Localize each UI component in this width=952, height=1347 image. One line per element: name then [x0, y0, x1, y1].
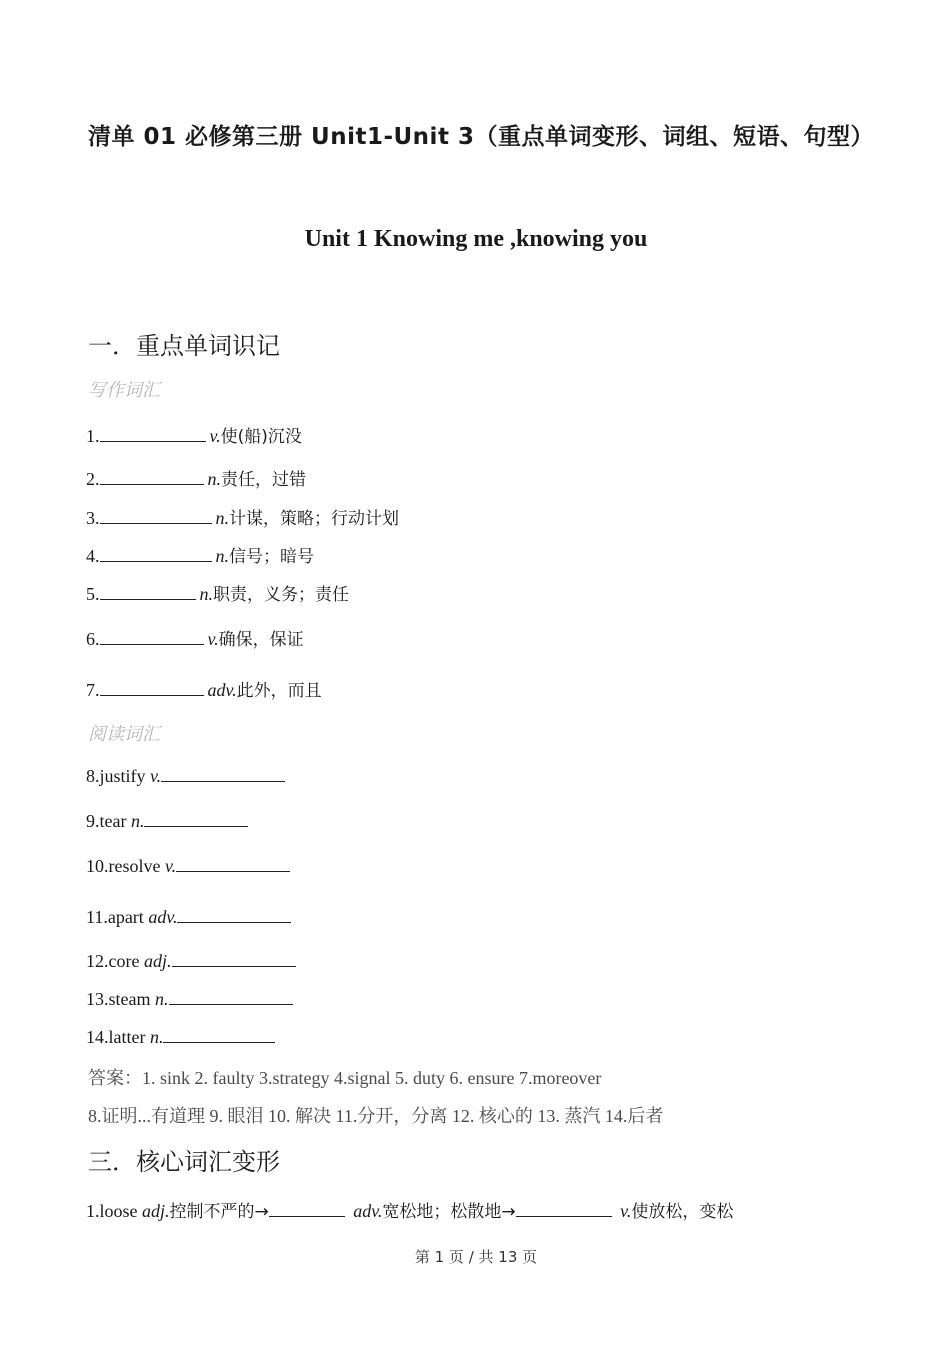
page-footer: 第 1 页 / 共 13 页 [414, 1248, 538, 1266]
reading-vocab-label: 阅读词汇 [88, 724, 160, 745]
reading-item-10: 10.resolve v. [86, 855, 294, 877]
writing-item-1: 1. v.使(船)沉没 [86, 426, 302, 447]
document-title: 清单 01 必修第三册 Unit1-Unit 3（重点单词变形、词组、短语、句型） [88, 124, 874, 150]
writing-item-6: 6. v.确保，保证 [86, 629, 304, 650]
writing-item-3: 3. n.计谋，策略；行动计划 [86, 508, 399, 529]
writing-vocab-label: 写作词汇 [88, 380, 160, 401]
writing-item-7: 7. adv.此外，而且 [86, 680, 322, 701]
word-form-item-1: 1.loose adj.控制不严的→ adv.宽松地；松散地→ v.使放松，变松 [86, 1201, 734, 1222]
answer-blank[interactable] [169, 988, 293, 1005]
answer-line-2: 8.证明...有道理 9. 眼泪 10. 解决 11.分开，分离 12. 核心的 13. 蒸汽 14.后者 [88, 1106, 664, 1126]
section-heading-word-recognition: 一．重点单词识记 [88, 332, 280, 360]
answer-blank[interactable] [100, 545, 212, 562]
answer-blank[interactable] [100, 507, 212, 524]
unit-title: Unit 1 Knowing me ,knowing you [304, 226, 648, 252]
answer-blank[interactable] [100, 583, 196, 600]
answer-blank[interactable] [163, 1026, 275, 1043]
reading-item-13: 13.steam n. [86, 988, 297, 1010]
reading-item-8: 8.justify v. [86, 765, 289, 787]
writing-item-2: 2. n.责任，过错 [86, 469, 306, 490]
answer-blank[interactable] [100, 425, 206, 442]
answer-blank[interactable] [144, 810, 248, 827]
answer-line-1: 答案：1. sink 2. faulty 3.strategy 4.signal 5. duty 6. ensure 7.moreover [88, 1068, 602, 1088]
answer-blank[interactable] [100, 628, 204, 645]
section-heading-word-forms: 三．核心词汇变形 [88, 1148, 280, 1176]
reading-item-9: 9.tear n. [86, 810, 252, 832]
writing-item-4: 4. n.信号；暗号 [86, 546, 314, 567]
answer-blank[interactable] [176, 855, 290, 872]
writing-item-5: 5. n.职责，义务；责任 [86, 584, 349, 605]
answer-blank[interactable] [161, 765, 285, 782]
reading-item-11: 11.apart adv. [86, 906, 295, 928]
reading-item-12: 12.core adj. [86, 950, 300, 972]
answer-blank[interactable] [100, 468, 204, 485]
answer-blank[interactable] [100, 679, 204, 696]
reading-item-14: 14.latter n. [86, 1026, 279, 1048]
answer-blank[interactable] [177, 906, 291, 923]
answer-blank[interactable] [172, 950, 296, 967]
answer-blank[interactable] [516, 1200, 612, 1217]
answer-blank[interactable] [269, 1200, 345, 1217]
